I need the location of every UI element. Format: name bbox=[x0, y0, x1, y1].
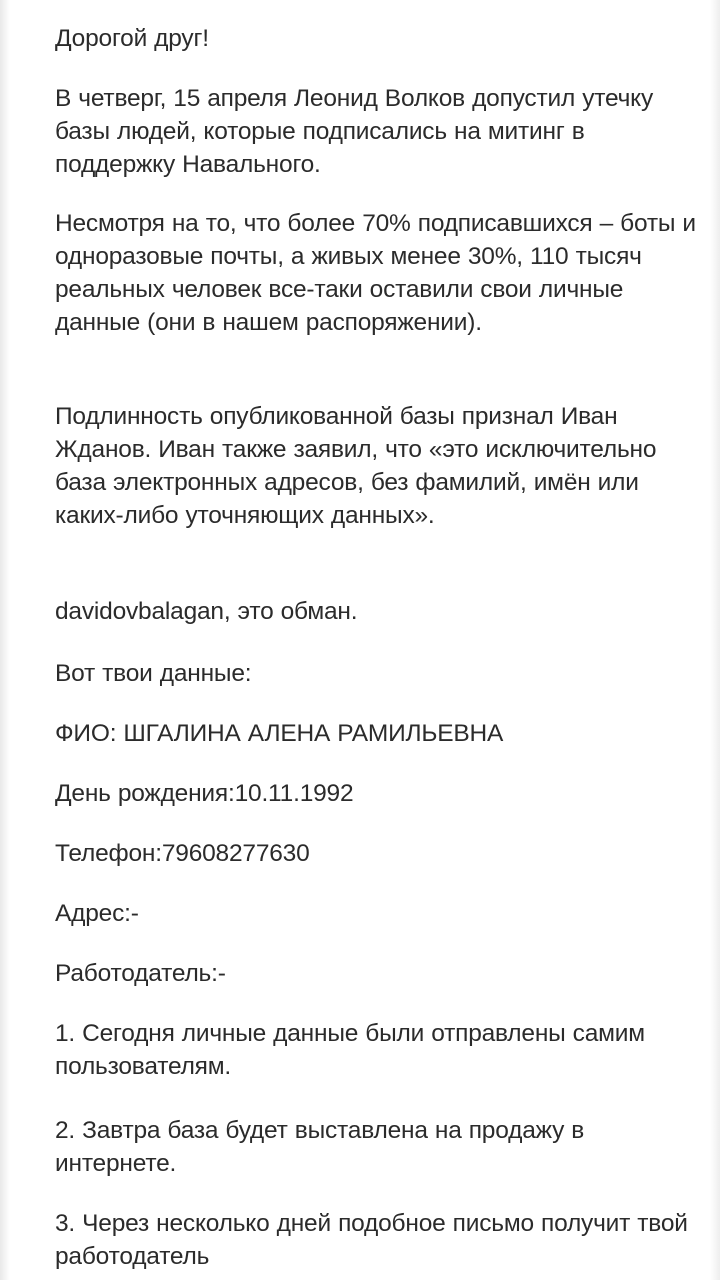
left-edge-shadow bbox=[0, 0, 10, 1280]
intro-paragraph: В четверг, 15 апреля Леонид Волков допустил утечку базы людей, которые подписались на митинг в поддержку Навального. bbox=[55, 85, 654, 178]
deceit-line: davidovbalagan, это обман. bbox=[55, 598, 358, 625]
address-field: Адрес:- bbox=[55, 900, 139, 927]
employer-field: Работодатель:- bbox=[55, 960, 226, 987]
fio-field: ФИО: ШГАЛИНА АЛЕНА РАМИЛЬЕВНА bbox=[55, 720, 504, 747]
list-item-2: 2. Завтра база будет выставлена на продажу в интернете. bbox=[55, 1117, 585, 1177]
greeting: Дорогой друг! bbox=[55, 25, 209, 52]
list-item-1: 1. Сегодня личные данные были отправлены самим пользователям. bbox=[55, 1020, 645, 1080]
list-item-3: 3. Через несколько дней подобное письмо получит твой работодатель bbox=[55, 1210, 688, 1270]
bots-paragraph: Несмотря на то, что более 70% подписавшихся – боты и одноразовые почты, а живых менее 30%, 110 тысяч реальных человек все-таки оставили свои личные данные (они в нашем распоряжении). bbox=[55, 210, 696, 336]
your-data-heading: Вот твои данные: bbox=[55, 660, 252, 687]
right-edge-shadow bbox=[710, 0, 720, 1280]
zhdanov-paragraph: Подлинность опубликованной базы признал Иван Жданов. Иван также заявил, что «это исключительно база электронных адресов, без фамилий, имён или каких-либо уточняющих данных». bbox=[55, 403, 657, 529]
phone-field: Телефон:79608277630 bbox=[55, 840, 310, 867]
birthday-field: День рождения:10.11.1992 bbox=[55, 780, 354, 807]
